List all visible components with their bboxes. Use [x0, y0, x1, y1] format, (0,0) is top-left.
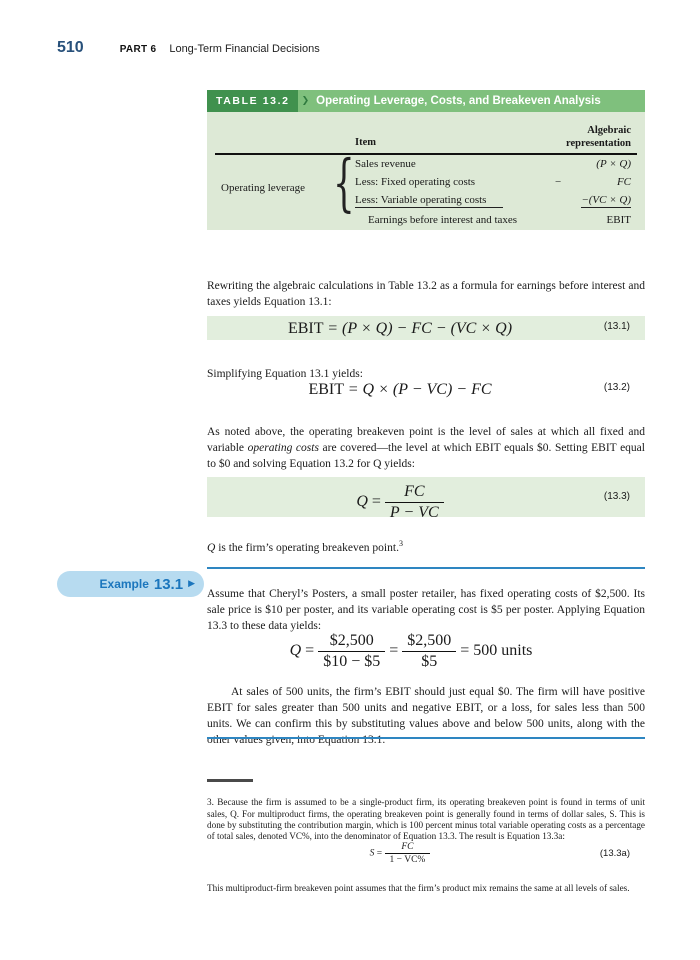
example-equation-body [207, 632, 615, 671]
part-label: PART 6 [119, 44, 157, 55]
row-item: Less: Fixed operating costs [355, 176, 476, 188]
fraction-numerator: FC [385, 483, 444, 503]
equation-number: (13.2) [603, 382, 630, 393]
equation-number: (13.1) [603, 321, 630, 332]
fraction [385, 842, 431, 865]
fraction-numerator: FC [385, 842, 431, 854]
table-row [207, 158, 645, 176]
chevron-right-icon: ❯ [301, 96, 310, 106]
column-header-item: Item [355, 137, 376, 148]
example-bottom-rule [207, 737, 645, 739]
fraction-denominator: $10 − $5 [323, 653, 381, 670]
table-label: TABLE 13.2 [207, 90, 298, 112]
running-head [57, 39, 320, 57]
footnote-paragraph-1: 3. Because the firm is assumed to be a single-product firm, its operating breakeven point is found in terms of unit sales, Q. For multiproduct firms, the operating breakeven point is generally found in terms of dollar sales, S. This is done by substituting the contribution margin, which is 100 percent minus total variable operating costs as a percentage of total sales, denoted VC%, into the denominator of Equation 13.3. The result is Equation 13.3a: [207, 797, 645, 842]
equation-rhs: = (P × Q) − FC − (VC × Q) [327, 320, 513, 337]
example-badge [57, 571, 204, 597]
example-paragraph-1: Assume that Cheryl’s Posters, a small poster retailer, has fixed operating costs of $2,500. Its sale price is $10 per poster, and its variable operating cost is $5 per poster. Applying Equation 13.3 to these data yields: [207, 587, 645, 632]
equation-lhs: S [369, 848, 375, 859]
paragraph-breakeven-part1: As noted above, the operating breakeven point is the level of sales at which all fixed and variable [207, 425, 645, 454]
q-symbol: Q [207, 541, 216, 554]
row-item: Less: Variable operating costs [355, 194, 503, 208]
footnote-reference: 3 [398, 538, 403, 548]
minus-sign: − [555, 176, 562, 188]
table-header-rule [215, 153, 637, 155]
column-header-algebraic-line1: Algebraic [587, 125, 631, 136]
equals-sign: = [371, 493, 381, 511]
table-13-2 [207, 90, 645, 230]
equation-13-3a-body [207, 842, 593, 865]
table-body [207, 112, 645, 230]
row-algebraic: EBIT [606, 214, 631, 226]
equation-rhs: = Q × (P − VC) − FC [347, 381, 492, 398]
equation-number: (13.3) [603, 491, 630, 502]
equation-13-2-body [207, 381, 593, 399]
table-row [207, 194, 645, 212]
fraction-numerator: $2,500 [402, 632, 456, 652]
equation-13-1 [207, 316, 645, 340]
row-item: Earnings before interest and taxes [368, 214, 518, 226]
equation-lhs: Q [356, 493, 368, 511]
equation-lhs: EBIT [308, 381, 344, 398]
equation-lhs: EBIT [287, 320, 324, 337]
table-title: Operating Leverage, Costs, and Breakeven Analysis [316, 95, 601, 107]
equation-13-1-body [207, 320, 593, 338]
paragraph-q-definition [207, 540, 645, 556]
footnote-rule [207, 779, 253, 782]
paragraph-simplifying: Simplifying Equation 13.1 yields: [207, 367, 363, 380]
table-row [207, 176, 645, 194]
footnote-paragraph-2: This multiproduct-firm breakeven point assumes that the firm’s product mix remains the same at all levels of sales. [207, 883, 630, 894]
row-algebraic: (P × Q) [596, 158, 631, 170]
table-row [207, 214, 645, 232]
equation-lhs: Q [289, 642, 302, 660]
brace-icon: { [333, 146, 355, 219]
table-title-band [298, 90, 645, 112]
row-algebraic [555, 176, 631, 188]
paragraph-breakeven-italic: operating costs [247, 441, 319, 454]
table-group-label: Operating leverage [221, 182, 305, 194]
fraction-denominator: $5 [421, 653, 438, 670]
paragraph-breakeven-part2: are covered—the level at which EBIT equals $0. Setting EBIT equal to $0 and solving Equation 13.2 for Q yields: [207, 441, 645, 470]
paragraph-breakeven [207, 424, 645, 472]
equation-number: (13.3a) [599, 848, 630, 859]
example-paragraph-2: At sales of 500 units, the firm’s EBIT should just equal $0. The firm will have positive EBIT for sales greater than 500 units and negative EBIT, or a loss, for sales less than 500 units. We can confirm this by substituting values above and below 500 units, along with the other values given, into Equation 13.1. [207, 685, 645, 746]
equation-13-2 [207, 379, 645, 399]
play-arrow-icon: ▶ [188, 579, 195, 589]
q-sentence: is the firm’s operating breakeven point. [215, 541, 399, 554]
example-top-rule [207, 567, 645, 569]
column-header-algebraic-line2: representation [566, 138, 631, 149]
fraction-denominator: P − VC [389, 504, 439, 521]
fraction [385, 483, 444, 522]
equation-13-3a [207, 840, 645, 866]
paragraph-rewriting: Rewriting the algebraic calculations in Table 13.2 as a formula for earnings before interest and taxes yields Equation 13.1: [207, 279, 645, 308]
row-algebraic: −(VC × Q) [581, 194, 631, 206]
fraction [318, 632, 385, 671]
equals-sign: = [305, 642, 315, 660]
example-label: Example [99, 577, 149, 591]
equals-sign: = [376, 848, 383, 859]
equals-sign: = [389, 642, 399, 660]
equation-13-3-body [207, 483, 593, 522]
part-title: Long-Term Financial Decisions [169, 43, 320, 55]
column-header-algebraic [566, 124, 631, 150]
row-algebraic-value: FC [616, 176, 631, 188]
equation-13-3 [207, 477, 645, 521]
fraction-denominator: 1 − VC% [389, 855, 426, 865]
fraction-numerator: $2,500 [318, 632, 385, 652]
fraction [402, 632, 456, 671]
equals-sign: = [460, 642, 470, 660]
row-item: Sales revenue [355, 158, 416, 170]
page-number: 510 [57, 39, 84, 56]
example-number: 13.1 [153, 575, 184, 593]
equation-result: 500 units [473, 642, 533, 660]
example-equation [207, 628, 645, 670]
table-title-bar [207, 90, 645, 112]
